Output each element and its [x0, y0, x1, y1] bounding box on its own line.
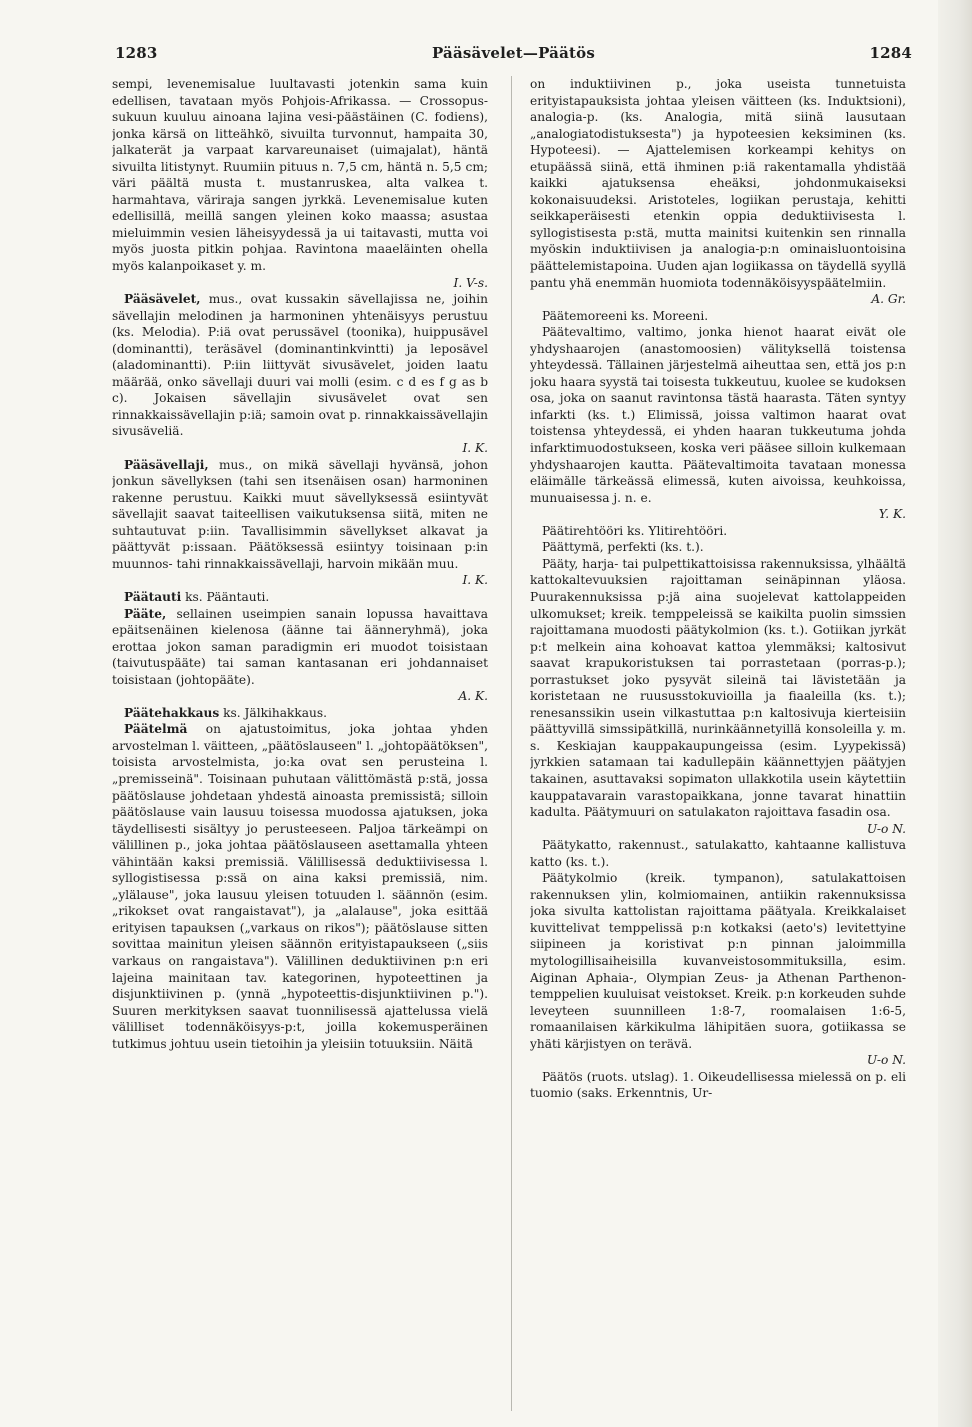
author-signature: I. V-s.: [453, 275, 488, 290]
author-signature: Y. K.: [878, 507, 906, 522]
page-number-right: 1284: [869, 44, 912, 62]
column-divider: [511, 76, 512, 1411]
entry: Päätehakkaus ks. Jälkihakkaus.: [124, 705, 328, 720]
right-column: [530, 76, 906, 1411]
author-signature: A. K.: [458, 689, 488, 704]
author-signature: A. Gr.: [871, 292, 906, 307]
entry-headword: Pääsävelet,: [124, 292, 201, 307]
running-title: Pääsävelet—Päätös: [431, 44, 595, 62]
author-signature: I. K.: [462, 441, 488, 456]
entry: Pääty, harja- tai pulpettikattoisissa rakennuksissa, ylhäältä kattokaltevuuksien rajoittaman seinäpinnan yläosa. Puurakennuksissa p:jä aina suojelevat kattolappeiden ulkomukset; kreik. temppeleissä se kaikilta puolin simssien rajoittamana muodosti päätykolmion (ks. t.). Gotiikan jyrkät p:t melkein aina kohoavat kattoa ylemmäksi; kaltosivut saavat krapukoristuksen tai porrastetaan (porras-p.); porrastukset joko pysyvät sileinä tai lävistetään ja koristetaan ne ruususstokuvioilla ja fiaaleilla (ks. t.); renesanssikin usein vilkastuttaa p:n kaltosivuja kierteisiin päättyvillä simssipätkillä, nurinkäännetyillä konsoleilla y. m. s. Keskiajan kauppakaupungeissa (esim. Lyypekissä) jyrkkien satamaan tai kadullepäin käännettyjen päätyjen takainen, asuttavaksi sopimaton ullakkotila usein käytettiin kauppatavarain varastopaikkana, jonne tavarat hinattiin kadulta. Päätymuuri on satulakaton rajoittava fasadin osa.: [530, 556, 906, 820]
page-edge: [938, 0, 972, 1427]
entry-headword: Pääte,: [124, 606, 167, 621]
entry-headword: Päätelmä: [124, 722, 188, 737]
entry: Päätös (ruots. utslag). 1. Oikeudellisessa mielessä on p. eli tuomio (saks. Erkenntnis, Ur-: [530, 1069, 906, 1101]
entry-headword: Pääsävellaji,: [124, 457, 209, 472]
entry: Pääte, sellainen useimpien sanain lopussa havaittava epäitsenäinen kielenosa (äänne tai äänneryhmä), joka erottaa jokon saman paradigmin eri muodot toisistaan (taivutuspääte) tai saman kantasanan eri johdannaiset toisistaan (johtopääte).: [112, 606, 488, 687]
page-number-left: 1283: [115, 44, 158, 62]
author-signature: U-o N.: [866, 1053, 906, 1068]
page-header: [115, 44, 912, 68]
entry-headword: Päätauti: [124, 589, 182, 604]
author-signature: U-o N.: [866, 821, 906, 836]
entry: Päätevaltimo, valtimo, jonka hienot haarat eivät ole yhdyshaarojen (anastomoosien) välityksellä toistensa yhteydessä. Tällainen järjestelmä aiheuttaa sen, että jos p:n joku haara syystä tai toisesta tukkeutuu, kuolee se kudoksen osa, joka on saanut ravintonsa tästä haarasta. Täten syntyy infarkti (ks. t.) Elimissä, joissa valtimon haarat ovat toistensa yhteydessä, ei yhden haaran tukkeutuma johda infarktimuodostukseen, koska veri pääsee silloin kulkemaan yhdyshaarojen kautta. Päätevaltimoita tavataan monessa eläimälle tärkeässä elimessä, kuten aivoissa, keuhkoissa, munuaisessa j. n. e.: [530, 325, 906, 505]
author-signature: I. K.: [462, 573, 488, 588]
entry: Päätykolmio (kreik. tympanon), satulakattoisen rakennuksen ylin, kolmiomainen, antiikin rakennuksissa joka sivulta kattolistan rajoittama päätyala. Kreikkalaiset kuvittelivat temppelissä p:n kotkaksi (aeto's) levitettyine siipineen ja koristivat p:n pinnan jaloimmilla mytologillisaiheisilla kuvanveistosommituksilla, esim. Aiginan Aphaia-, Olympian Zeus- ja Athenan Parthenon-temppelien kuuluisat veistokset. Kreik. p:n korkeuden suhde leveyteen suunnilleen 1:8-7, roomalaisen 1:6-5, romaanilaisen kärkikulma lähipitäen suora, gotiikassa se yhäti kärjistyen on terävä.: [530, 871, 906, 1051]
entry: Päätirehtööri ks. Ylitirehtööri.: [542, 523, 728, 538]
entry: Päätemoreeni ks. Moreeni.: [542, 308, 709, 323]
entry-headword: Päätehakkaus: [124, 705, 220, 720]
entry: Päätelmä on ajatustoimitus, joka johtaa yhden arvostelman l. väitteen, „päätöslauseen" l. „johtopäätöksen", toisista arvostelmista, jo:ka ovat sen perusteina l. „premisseinä". Toisinaan puhutaan välittömästä p:stä, jossa päätöslause johdetaan yhdestä ainoasta premissistä; silloin päätöslause vain lausuu toisessa muodossa ajatuksen, joka täydellisesti sisältyy jo perusteeseen. Paljoa tärkeämpi on välillinen p., joka johtaa päätöslauseen asettamalla yhteen vähintään kaksi premissiä. Välillisessä deduktiivisessa l. syllogistisessa p:ssä on aina kaksi premissiä, nim. „ylälause", joka lausuu yleisen totuuden l. säännön (esim. „rikokset ovat rangaistavat"), ja „alalause", joka esittää erityisen tapauksen („varkaus on rikos"); päätöslause sitten sovittaa mainitun yleisen säännön erityistapaukseen („siis varkaus on rangaistava"). Välillinen deduktiivinen p:n eri lajeina mainitaan tav. kategorinen, hypoteettinen ja disjunktiivinen p. (ynnä „hypoteettis-disjunktiivinen p."). Suuren merkityksen saavat tuonnilisessä ajattelussa vielä välilliset todennäköisyys-p:t, joilla kokemusperäinen tutkimus johtuu usein tietoihin ja yleisiin totuuksiin. Näitä: [112, 722, 488, 1051]
paragraph: sempi, levenemisalue luultavasti jotenkin sama kuin edellisen, tavataan myös Pohjois-Afrikassa. — Crossopus-sukuun kuuluu ainoana lajina vesi-päästäinen (C. fodiens), jonka kärsä on litteähkö, sivuilta turvonnut, hampaita 30, jalkaterät ja varpaat karvareunaiset (uimajalat), häntä sivuilta litistynyt. Ruumiin pituus n. 7,5 cm, häntä n. 5,5 cm; väri päältä musta t. mustanruskea, alta valkea t. harmahtava, väriraja sangen jyrkkä. Levenemisalue kuten edellisillä, meillä sangen yleinen koko maassa; asustaa mieluimmin vesien läheisyydessä ja ui taitavasti, mutta voi myös juosta pitkin pohjaa. Ravintona maaeläinten ohella myös kalanpoikaset y. m.: [112, 77, 488, 274]
left-column: [112, 76, 488, 1411]
entry: Päätykatto, rakennust., satulakatto, kahtaanne kallistuva katto (ks. t.).: [530, 838, 906, 869]
paragraph: on induktiivinen p., joka useista tunnetuista erityistapauksista johtaa yleisen väitteen (ks. Induktsioni), analogia-p. (ks. Analogia, mitä siinä lausutaan „analogiatodistuksesta") ja hypoteesien keksiminen (ks. Hypoteesi). — Ajattelemisen korkeampi kehitys on etupäässä siinä, että ihminen p:iä rakentamalla yhdistää kaikki ajatuksensa eheäksi, johdonmukaiseksi kokonaisuudeksi. Aristoteles, logiikan perustaja, kehitti seikkaperäisesti etenkin oppia deduktiivisesta l. syllogistisesta p:stä, mutta mainitsi kuitenkin sen rinnalla myöskin induktiivisen ja analogia-p:n ominaisluontoisina päättelemistapoina. Uuden ajan logiikassa on täydellä syyllä pantu yhä enemmän huomiota todennäköisyyspäätelmiin.: [530, 77, 906, 290]
entry: Päättymä, perfekti (ks. t.).: [542, 540, 704, 555]
entry: Pääsävellaji, mus., on mikä sävellaji hyvänsä, johon jonkun sävellyksen (tahi sen itsenäisen osan) harmoninen rakenne perustuu. Kaikki muut sävellyksessä esiintyvät sävellajit saavat taiteellisen vaikutuksensa siitä, miten ne suhtautuvat p:iin. Tavallisimmin sävellykset alkavat ja päättyvät p:issaan. Päätöksessä esiintyy toisinaan p:in muunnos- tahi rinnakkaissävellaji, harvoin mikään muu.: [112, 457, 488, 571]
entry: Pääsävelet, mus., ovat kussakin sävellajissa ne, joihin sävellajin melodinen ja harmoninen yhtenäisyys perustuu (ks. Melodia). P:iä ovat perussävel (toonika), huippusävel (dominantti), teräsävel (dominantinkvintti) ja leposävel (aladominantti). P:iin liittyvät sivusävelet, joiden laatu määrää, onko sävellaji duuri vai molli (esim. c d es f g as b c). Jokaisen sävellajin sivusävelet ovat sen rinnakkaissävellajin p:iä; samoin ovat p. rinnakkaissävellajin sivusäveliä.: [112, 292, 488, 439]
entry: Päätauti ks. Pääntauti.: [124, 589, 270, 604]
